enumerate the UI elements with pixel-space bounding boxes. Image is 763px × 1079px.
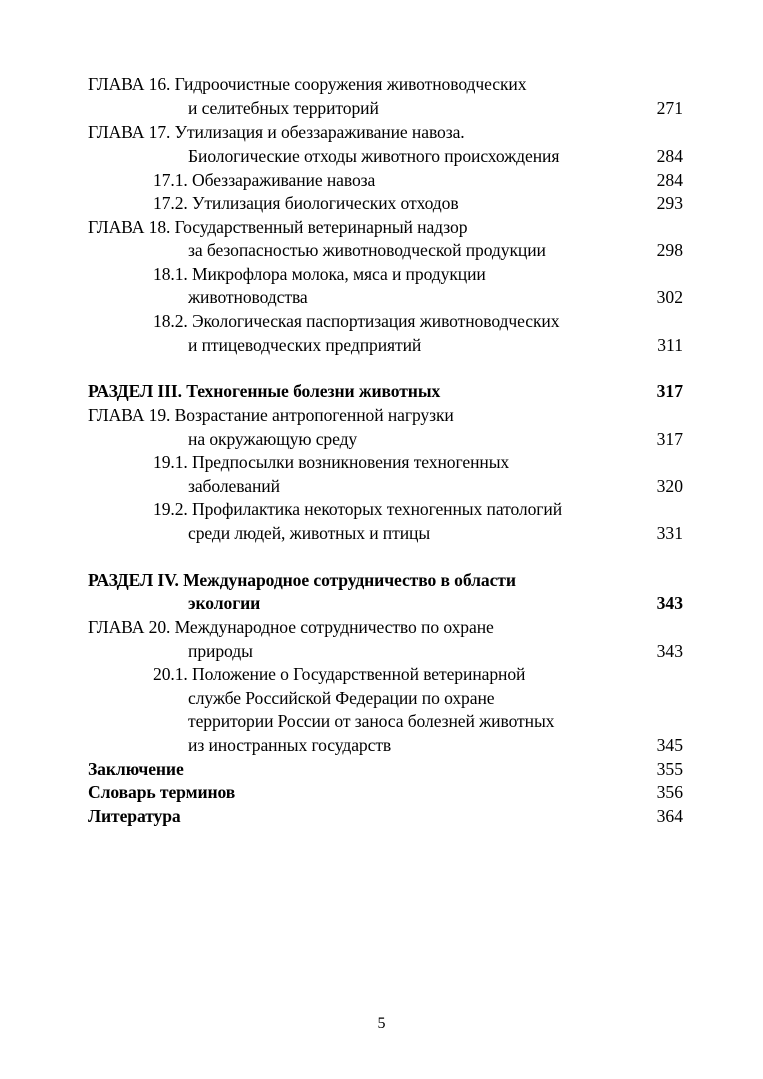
toc-ch18-line1: ГЛАВА 18. Государственный ветеринарный надзор <box>88 217 468 237</box>
toc-ch16-line2: и селитебных территорий <box>188 98 379 118</box>
toc-ch19-line2: на окружающую среду <box>188 429 358 449</box>
toc-s19-1-line2: заболеваний <box>188 476 280 496</box>
toc-literature: Литература <box>88 806 181 826</box>
toc-ch18-line2: за безопасностью животноводческой продукции <box>188 240 546 260</box>
toc-ch17-page: 284 <box>656 146 683 166</box>
toc-ch19-line1: ГЛАВА 19. Возрастание антропогенной нагрузки <box>88 405 454 425</box>
toc-part4-line2: экологии <box>188 593 261 613</box>
toc-s19-1-line1: 19.1. Предпосылки возникновения техногенных <box>153 452 510 472</box>
toc-s19-2-page: 331 <box>656 523 683 543</box>
toc-s18-1-line1: 18.1. Микрофлора молока, мяса и продукции <box>153 264 486 284</box>
page-number: 5 <box>377 1015 386 1032</box>
toc-ch17-line1: ГЛАВА 17. Утилизация и обеззараживание навоза. <box>88 122 465 142</box>
toc-s20-1-line2: службе Российской Федерации по охране <box>188 688 495 708</box>
toc-s19-1-page: 320 <box>656 476 683 496</box>
toc-s20-1-line3: территории России от заноса болезней животных <box>188 711 555 731</box>
toc-conclusion: Заключение <box>88 759 184 779</box>
toc-s19-2-line1: 19.2. Профилактика некоторых техногенных патологий <box>153 499 563 519</box>
toc-s18-1-line2: животноводства <box>188 287 308 307</box>
toc-ch20-page: 343 <box>656 641 683 661</box>
toc-ch16-line1: ГЛАВА 16. Гидроочистные сооружения животноводческих <box>88 74 527 94</box>
toc-part3: РАЗДЕЛ III. Техногенные болезни животных <box>88 381 441 401</box>
toc-s17-1-page: 284 <box>656 170 683 190</box>
toc-ch16-page: 271 <box>656 98 683 118</box>
toc-s18-2-page: 311 <box>657 335 683 355</box>
toc-s17-2: 17.2. Утилизация биологических отходов <box>153 193 459 213</box>
toc-ch19-page: 317 <box>656 429 683 449</box>
toc-ch20-line1: ГЛАВА 20. Международное сотрудничество по охране <box>88 617 494 637</box>
toc-ch20-line2: природы <box>188 641 253 661</box>
toc-s20-1-line4: из иностранных государств <box>188 735 392 755</box>
toc-s18-2-line2: и птицеводческих предприятий <box>188 335 422 355</box>
toc-s20-1-page: 345 <box>656 735 683 755</box>
toc-part3-page: 317 <box>656 381 683 401</box>
toc-s19-2-line2: среди людей, животных и птицы <box>188 523 431 543</box>
toc-ch17-line2: Биологические отходы животного происхождения <box>188 146 560 166</box>
toc-s17-2-page: 293 <box>656 193 683 213</box>
toc-s20-1-line1: 20.1. Положение о Государственной ветеринарной <box>153 664 526 684</box>
toc-glossary-page: 356 <box>656 782 683 802</box>
toc-conclusion-page: 355 <box>656 759 683 779</box>
toc-glossary: Словарь терминов <box>88 782 236 802</box>
toc-s18-2-line1: 18.2. Экологическая паспортизация животноводческих <box>153 311 560 331</box>
toc-ch18-page: 298 <box>656 240 683 260</box>
toc-part4-page: 343 <box>656 593 683 613</box>
toc-literature-page: 364 <box>656 806 683 826</box>
toc-s18-1-page: 302 <box>656 287 683 307</box>
toc-s17-1: 17.1. Обеззараживание навоза <box>153 170 376 190</box>
toc-part4-line1: РАЗДЕЛ IV. Международное сотрудничество в области <box>88 570 516 590</box>
